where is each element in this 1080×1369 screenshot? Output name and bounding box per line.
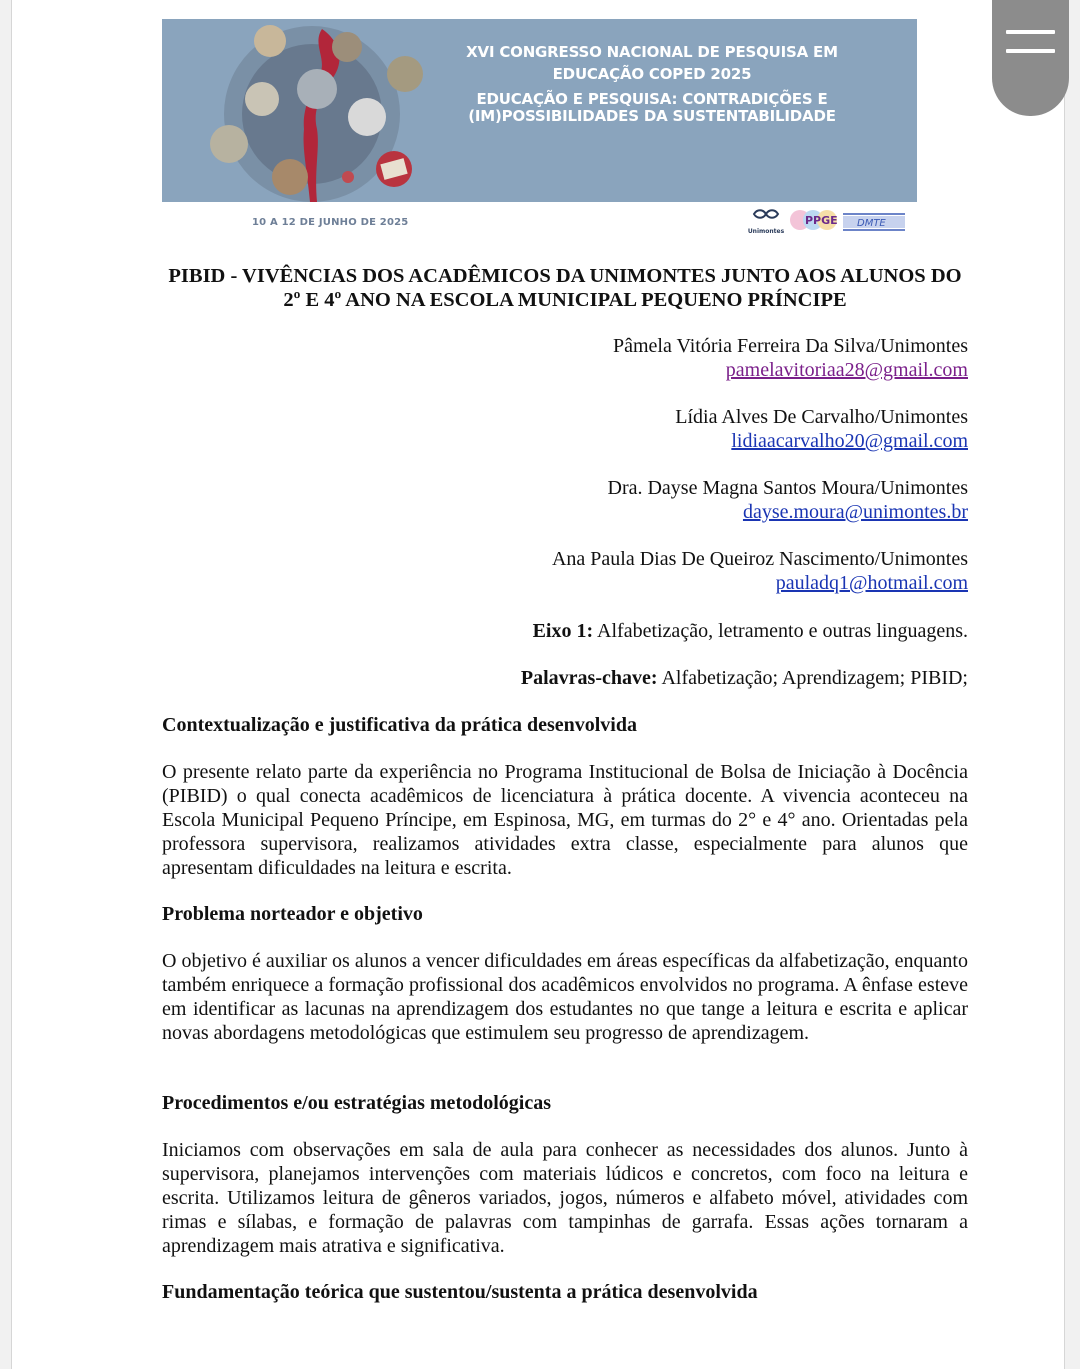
section-paragraph: Iniciamos com observações em sala de aula para conhecer as necessidades dos alunos. Junto à supervisora, planejamos intervenções com materiais lúdicos e concretos, com foco na leitura e escrita. Utilizamos leitura de gêneros variados, jogos, números e alfabeto móvel, atividades com rimas e sílabas, e formação de palavras com tampinhas de garrafa. Essas ações tornaram a aprendizagem mais atrativa e significativa. xyxy=(162,1139,968,1257)
document-title: PIBID - VIVÊNCIAS DOS ACADÊMICOS DA UNIMONTES JUNTO AOS ALUNOS DO 2º E 4º ANO NA ESCOLA MUNICIPAL PEQUENO PRÍNCIPE xyxy=(168,265,962,311)
section-heading: Problema norteador e objetivo xyxy=(162,903,423,925)
section-heading: Fundamentação teórica que sustentou/sustenta a prática desenvolvida xyxy=(162,1281,758,1303)
event-date: 10 A 12 DE JUNHO DE 2025 xyxy=(252,217,409,228)
section-paragraph: O presente relato parte da experiência no Programa Institucional de Bolsa de Iniciação à Docência (PIBID) o qual conecta acadêmicos de licenciatura à prática docente. A vivencia aconteceu na Escola Municipal Pequeno Príncipe, em Espinosa, MG, em turmas do 2° e 4° ano. Orientadas pela professora supervisora, realizamos atividades extra classe, especialmente para alunos que apresentam dificuldades na leitura e escrita. xyxy=(162,761,968,879)
keywords-label: Palavras-chave: xyxy=(520,667,658,689)
author-name: Pâmela Vitória Ferreira Da Silva/Unimontes xyxy=(612,335,968,357)
conference-banner xyxy=(162,19,917,202)
svg-text:DMTE: DMTE xyxy=(857,218,886,229)
eixo-line xyxy=(168,619,968,643)
menu-handle-button[interactable] xyxy=(992,0,1069,116)
author-entry xyxy=(368,405,968,453)
unimontes-logo-icon xyxy=(754,210,778,218)
author-name: Dra. Dayse Magna Santos Moura/Unimontes xyxy=(607,477,968,499)
keywords-value: Alfabetização; Aprendizagem; PIBID; xyxy=(661,667,968,689)
section-paragraph: O objetivo é auxiliar os alunos a vencer dificuldades em áreas específicas da alfabetização, enquanto também enriquece a formação profissional dos acadêmicos envolvidos no programa. A ênfase esteve em identificar as lacunas na aprendizagem dos estudantes no que tange a leitura e escrita e aplicar novas abordagens metodológicas que estimulem seu progresso de aprendizagem. xyxy=(162,950,968,1044)
author-name: Ana Paula Dias De Queiroz Nascimento/Unimontes xyxy=(551,548,968,570)
author-email-link[interactable]: lidiaacarvalho20@gmail.com xyxy=(731,430,968,452)
author-entry xyxy=(368,547,968,595)
author-name: Lídia Alves De Carvalho/Unimontes xyxy=(675,406,968,428)
author-email-link[interactable]: dayse.moura@unimontes.br xyxy=(742,501,968,523)
banner-subtitle: EDUCAÇÃO E PESQUISA: CONTRADIÇÕES E (IM)POSSIBILIDADES DA SUSTENTABILIDADE xyxy=(468,90,836,125)
dmte-logo-icon xyxy=(843,214,905,230)
svg-text:PPGE: PPGE xyxy=(805,214,838,227)
unimontes-logo-label: Unimontes xyxy=(747,228,785,235)
eixo-label: Eixo 1: xyxy=(532,620,594,642)
section-heading: Procedimentos e/ou estratégias metodológicas xyxy=(162,1092,551,1114)
eixo-value: Alfabetização, letramento e outras linguagens. xyxy=(597,620,968,642)
authors-block xyxy=(368,334,968,618)
author-email-link[interactable]: pauladq1@hotmail.com xyxy=(775,572,968,594)
banner-title: XVI CONGRESSO NACIONAL DE PESQUISA EM EDUCAÇÃO COPED 2025 xyxy=(466,43,838,83)
sponsor-logos xyxy=(745,208,910,243)
author-entry xyxy=(368,334,968,382)
ppge-logo-icon xyxy=(790,210,838,230)
author-entry xyxy=(368,476,968,524)
author-email-link[interactable]: pamelavitoriaa28@gmail.com xyxy=(725,359,968,381)
keywords-line xyxy=(168,666,968,690)
section-heading: Contextualização e justificativa da prática desenvolvida xyxy=(162,714,637,736)
